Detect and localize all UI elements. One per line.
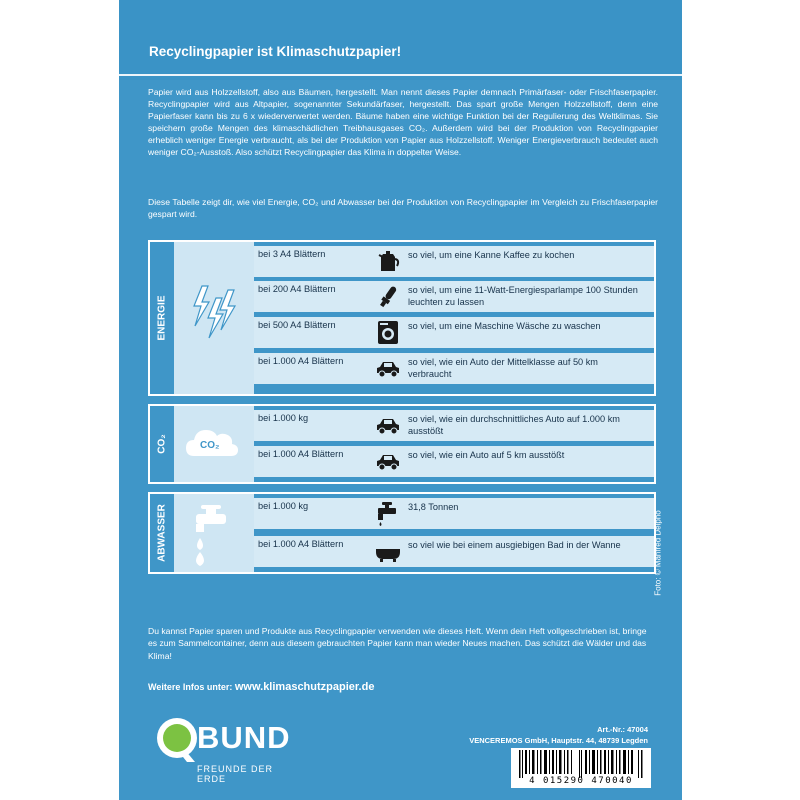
bund-logo-icon: [155, 716, 199, 768]
co2-row: bei 1.000 A4 Blättern so viel, wie ein Auto auf 5 km ausstößt: [254, 446, 654, 477]
washing-machine-icon: [374, 319, 402, 346]
energie-icon-column: [174, 242, 254, 394]
energie-side-label: ENERGIE: [150, 242, 174, 394]
intro-paragraph: Papier wird aus Holzzellstoff, also aus Bäumen, hergestellt. Man nennt dieses Papier demnach Primärfaser- oder Frischfaserpapier. Recyclingpapier wird aus Altpapier, sogenannter Sekundärfaser, hergestellt. Das spart große Mengen Holzzellstoff, denn eine Papierfaser kann bis zu 6 x wiederverwertet werden. Bäume haben eine wichtige Funktion bei der Regulierung des Weltklimas. Sie speichern große Mengen des klimaschädlichen Treibhausgases CO₂. Außerdem wird bei der Produktion von Recyclingpapier erheblich weniger Energie verbraucht, als bei der Produktion von Papier aus Holzzellstoff. Weniger Energieverbrauch bedeutet auch weniger CO₂-Ausstoß. Also schützt Recyclingpapier das Klima in doppelter Weise.: [148, 87, 658, 158]
co2-table: [148, 404, 656, 484]
header-divider: [119, 74, 682, 76]
abwasser-table: [148, 492, 656, 574]
co2-row: bei 1.000 kg so viel, wie ein durchschnittliches Auto auf 1.000 km ausstößt: [254, 410, 654, 441]
abwasser-row: bei 1.000 A4 Blättern so viel wie bei einem ausgiebigen Bad in der Wanne: [254, 536, 654, 567]
faucet-drop-icon: [174, 494, 254, 572]
article-number: Art.-Nr.: 47004: [597, 725, 648, 734]
header-band: [119, 0, 682, 80]
car-icon: [374, 412, 402, 439]
barcode: [511, 748, 651, 788]
light-bulb-icon: [374, 283, 402, 310]
table-intro-paragraph: Diese Tabelle zeigt dir, wie viel Energie, CO₂ und Abwasser bei der Produktion von Recyclingpapier im Vergleich zu Frischfaserpapier gespart wird.: [148, 197, 658, 220]
bathtub-icon: [374, 538, 402, 565]
logo-tagline: FREUNDE DER ERDE: [197, 764, 274, 784]
energie-row: bei 1.000 A4 Blättern so viel, wie ein Auto der Mittelklasse auf 50 km verbraucht: [254, 353, 654, 384]
booklet-back-cover: [119, 0, 682, 800]
more-info-link[interactable]: www.klimaschutzpapier.de: [234, 681, 375, 693]
barcode-digits: 4 015290 470040: [529, 776, 633, 786]
co2-side-label: CO₂: [150, 406, 174, 482]
abwasser-side-label: ABWASSER: [150, 494, 174, 572]
more-info: [148, 681, 374, 693]
publisher-address: VENCEREMOS GmbH, Hauptstr. 44, 48739 Legden: [469, 736, 648, 745]
energie-row: bei 200 A4 Blättern so viel, um eine 11-Watt-Energiesparlampe 100 Stunden leuchten zu lassen: [254, 281, 654, 312]
car-icon: [374, 355, 402, 382]
car-icon: [374, 448, 402, 475]
lightning-icon: [174, 242, 254, 394]
barcode-bars: [511, 750, 651, 778]
more-info-label: Weitere Infos unter:: [148, 682, 233, 692]
coffee-pot-icon: [374, 248, 402, 275]
logo-name: BUND: [197, 720, 291, 755]
energie-row: bei 500 A4 Blättern so viel, um eine Maschine Wäsche zu waschen: [254, 317, 654, 348]
water-tap-icon: [374, 500, 402, 527]
page-title: Recyclingpapier ist Klimaschutzpapier!: [149, 44, 402, 59]
bund-logo: [155, 712, 305, 782]
energie-table: [148, 240, 656, 396]
abwasser-icon-column: [174, 494, 254, 572]
photo-credit: Foto: © Manfred Delpho: [653, 510, 663, 596]
energie-row: bei 3 A4 Blättern so viel, um eine Kanne Kaffee zu kochen: [254, 246, 654, 277]
footer-paragraph: Du kannst Papier sparen und Produkte aus Recyclingpapier verwenden wie dieses Heft. Wenn dein Heft vollgeschrieben ist, bringe es zum Sammelcontainer, denn aus diesem gebrauchten Papier kann man wieder Neues machen. Das schützt die Wälder und das Klima!: [148, 626, 647, 661]
co2-icon-column: [174, 406, 254, 482]
abwasser-row: bei 1.000 kg 31,8 Tonnen: [254, 498, 654, 529]
cloud-label: CO₂: [200, 440, 220, 451]
